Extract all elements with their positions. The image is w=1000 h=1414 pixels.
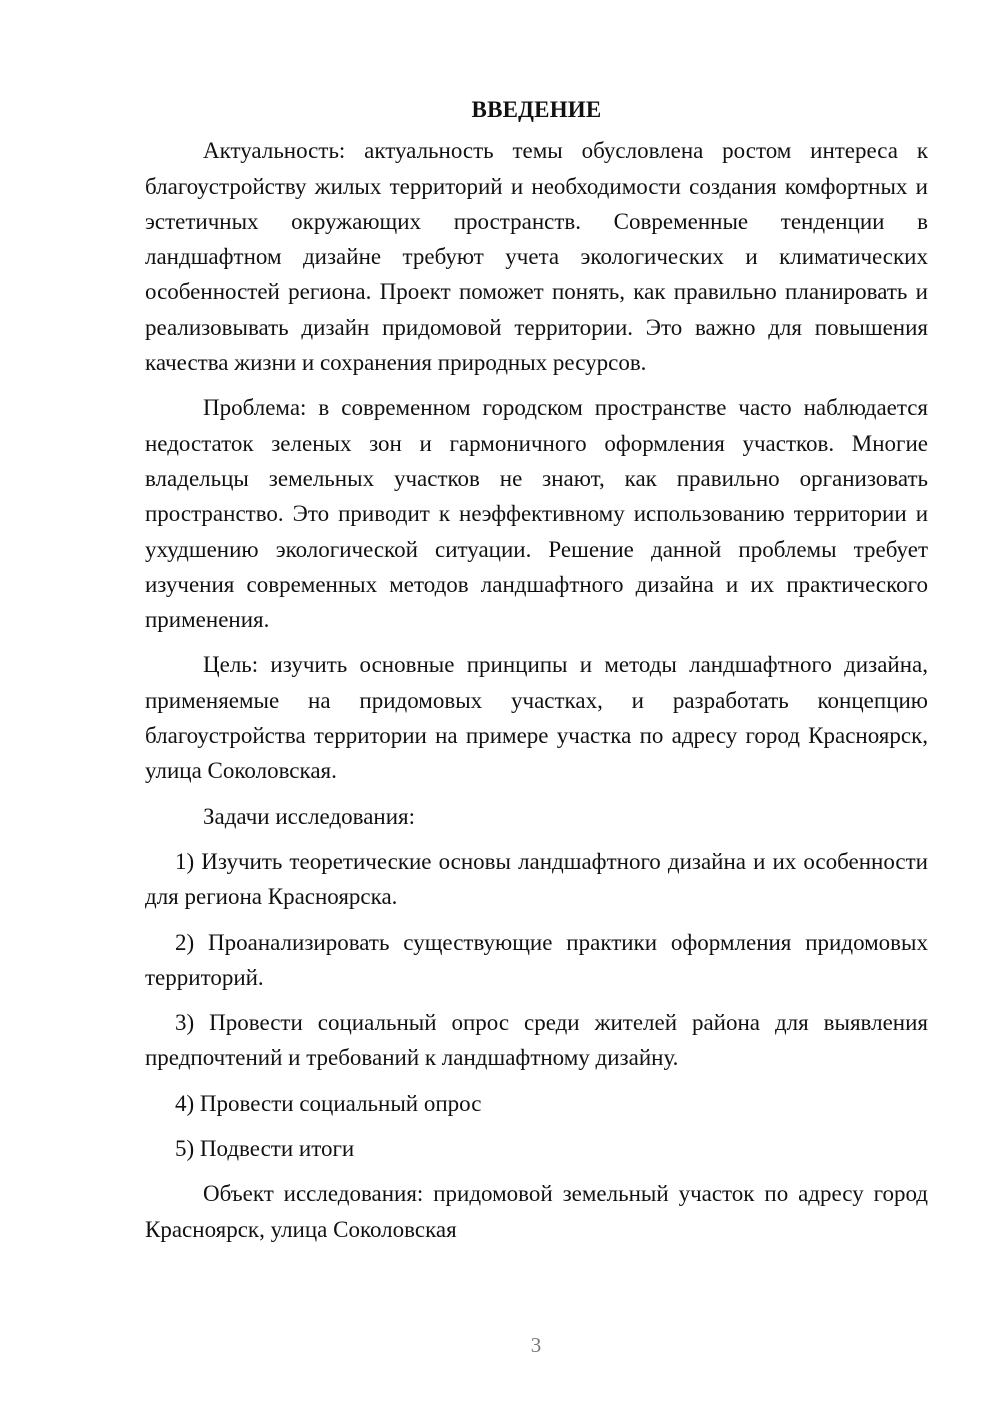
- task-item-4: 4) Провести социальный опрос: [175, 1090, 482, 1116]
- problem-paragraph: Проблема: в современном городском пространстве часто наблюдается недостаток зеленых зон и гармоничного оформления участков. Многие владельцы земельных участков не знают, как правильно организовать пространство. Это приводит к неэффективному использованию территории и ухудшению экологической ситуации. Решение данной проблемы требует изучения современных методов ландшафтного дизайна и их практического применения.: [145, 395, 928, 633]
- section-title: ВВЕДЕНИЕ: [471, 97, 602, 122]
- relevance-paragraph: Актуальность: актуальность темы обусловлена ростом интереса к благоустройству жилых территорий и необходимости создания комфортных и эстетичных окружающих пространств. Современные тенденции в ландшафтном дизайне требуют учета экологических и климатических особенностей региона. Проект поможет понять, как правильно планировать и реализовывать дизайн придомовой территории. Это важно для повышения качества жизни и сохранения природных ресурсов.: [145, 138, 928, 376]
- tasks-heading: Задачи исследования:: [203, 803, 416, 829]
- goal-paragraph: Цель: изучить основные принципы и методы ландшафтного дизайна, применяемые на придомовых участках, и разработать концепцию благоустройства территории на примере участка по адресу город Красноярск, улица Соколовская.: [145, 652, 928, 784]
- task-item-2: 2) Проанализировать существующие практики оформления придомовых территорий.: [145, 929, 928, 990]
- task-item-1: 1) Изучить теоретические основы ландшафтного дизайна и их особенности для региона Красноярска.: [145, 848, 928, 910]
- document-page: [145, 92, 928, 1257]
- object-paragraph: Объект исследования: придомовой земельный участок по адресу город Красноярск, улица Соколовская: [145, 1181, 928, 1242]
- page-number: 3: [530, 1333, 542, 1357]
- task-item-3: 3) Провести социальный опрос среди жителей района для выявления предпочтений и требований к ландшафтному дизайну.: [145, 1010, 928, 1071]
- task-item-5: 5) Подвести итоги: [175, 1136, 355, 1162]
